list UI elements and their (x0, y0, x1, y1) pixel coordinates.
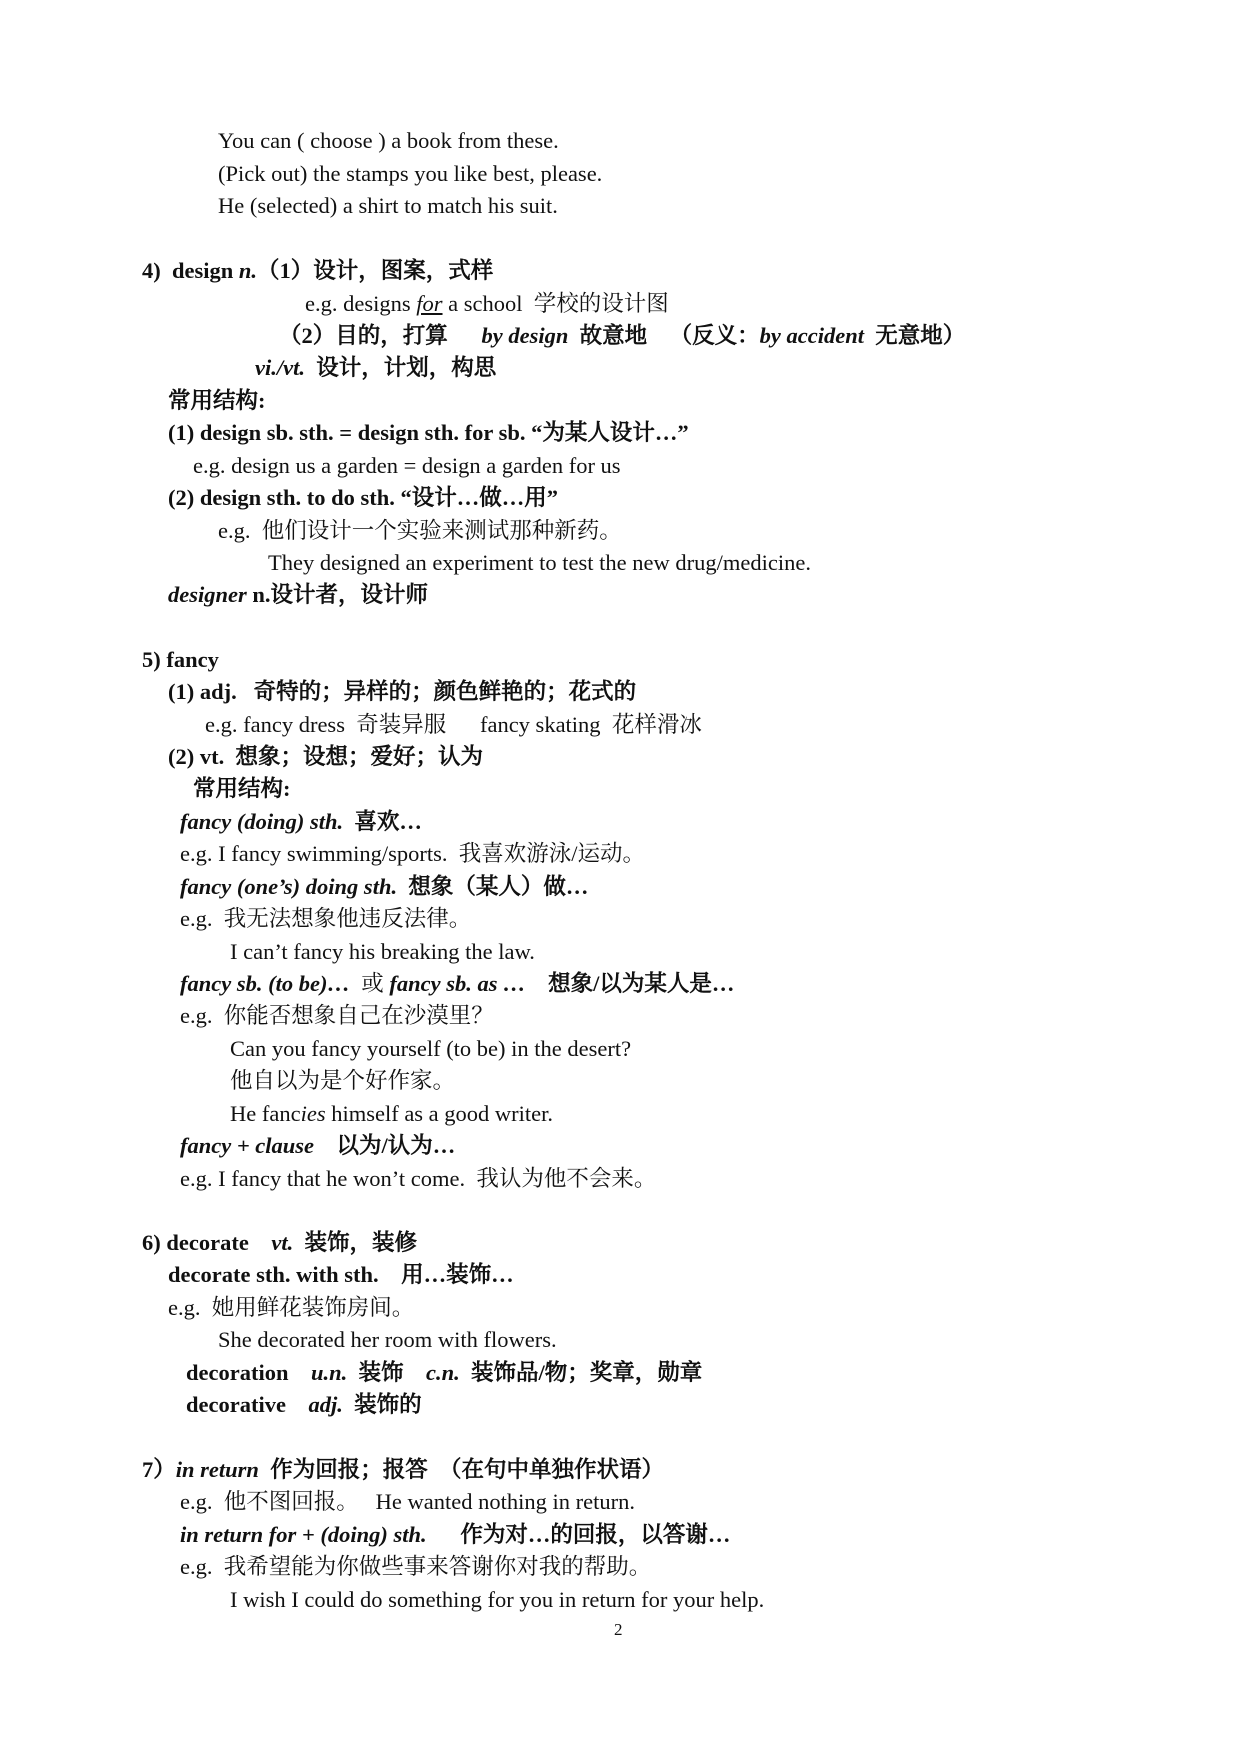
pattern: in return for + (doing) sth. (180, 1522, 427, 1547)
antonym-translation: 无意地） (875, 323, 966, 348)
part-of-speech: vi./vt. (255, 355, 305, 380)
example-text: e.g. I fancy that he won’t come. (180, 1166, 466, 1191)
part-of-speech: u.n. (310, 1360, 348, 1385)
structure-line (180, 872, 588, 902)
section-5-heading: 5) fancy (142, 647, 219, 672)
example-underlined: for (416, 291, 443, 316)
pattern: fancy (doing) sth. (180, 809, 344, 834)
definition-line (168, 677, 636, 707)
section-number: 7） (142, 1457, 176, 1482)
pattern-translation: 作为对…的回报，以答谢… (460, 1522, 731, 1547)
example-line: Can you fancy yourself (to be) in the desert? (230, 1036, 632, 1061)
headword: in return (175, 1457, 259, 1482)
example-translation: 我无法想象他违反法律。 (223, 906, 472, 931)
example-text: He wanted nothing in return. (375, 1489, 635, 1514)
common-structures-label: 常用结构: (193, 776, 291, 801)
antonym-phrase: by accident (759, 323, 865, 348)
part-of-speech: (1) adj. (168, 679, 237, 704)
example-label: e.g. (180, 906, 213, 931)
section-7-heading (142, 1455, 664, 1485)
pattern-translation: 喜欢… (354, 809, 422, 834)
example-text: himself as a good writer. (325, 1101, 554, 1126)
section-number: 4) (142, 258, 161, 283)
example-label: e.g. (180, 1489, 213, 1514)
example-line (180, 839, 645, 869)
structure-line (168, 1260, 514, 1290)
example-line: e.g. design us a garden = design a garden for us (193, 453, 621, 478)
structure-line: (1) design sb. sth. = design sth. for sb. “为某人设计…” (168, 420, 689, 445)
part-of-speech: vt. (271, 1230, 294, 1255)
example-line: She decorated her room with flowers. (218, 1327, 557, 1352)
pattern: fancy + clause (180, 1133, 315, 1158)
example-translation: 花样滑冰 (611, 712, 702, 737)
derivative-word: designer (168, 582, 247, 607)
pattern-or: 或 (361, 971, 384, 996)
example-translation: 我认为他不会来。 (476, 1166, 657, 1191)
derivative-line (186, 1390, 422, 1420)
headword: design (172, 258, 234, 283)
definition: （2）目的，打算 (279, 323, 448, 348)
part-of-speech: (2) vt. (168, 744, 225, 769)
definition: 奇特的；异样的；颜色鲜艳的；花式的 (253, 679, 637, 704)
headword: 6) decorate (142, 1230, 249, 1255)
section-4-heading (142, 256, 493, 286)
example-text: e.g. I fancy swimming/sports. (180, 841, 448, 866)
definition: 想象；设想；爱好；认为 (235, 744, 483, 769)
example-line: He (selected) a shirt to match his suit. (218, 193, 558, 218)
example-translation: 我希望能为你做些事来答谢你对我的帮助。 (223, 1554, 652, 1579)
structure-line (180, 1131, 455, 1161)
example-line (180, 1487, 635, 1517)
pattern: fancy sb. as … (389, 971, 526, 996)
definition: 装饰，装修 (304, 1230, 417, 1255)
phrase-translation: 故意地 (579, 323, 648, 348)
example-line (305, 289, 669, 319)
example-line: I wish I could do something for you in return for your help. (230, 1587, 765, 1612)
example-line: They designed an experiment to test the new drug/medicine. (268, 550, 811, 575)
example-line (180, 1164, 656, 1194)
common-structures-label: 常用结构: (168, 388, 266, 413)
definition: 装饰 (358, 1360, 404, 1385)
example-line (180, 1001, 494, 1031)
example-line (205, 710, 702, 740)
definition: 装饰的 (354, 1392, 422, 1417)
pattern-translation: 想象/以为某人是… (548, 971, 735, 996)
example-label: e.g. (180, 1554, 213, 1579)
derivative-word: decorative (186, 1392, 286, 1417)
structure-line: (2) design sth. to do sth. “设计…做…用” (168, 485, 559, 510)
example-translation: 他不图回报。 (223, 1489, 359, 1514)
usage-note: （在句中单独作状语） (438, 1457, 664, 1482)
definition-line (279, 321, 965, 351)
example-emphasis: ies (300, 1101, 326, 1126)
pattern-translation: 想象（某人）做… (408, 874, 589, 899)
part-of-speech: n. (238, 258, 258, 283)
example-line (180, 904, 471, 934)
pattern-translation: 用…装饰… (401, 1262, 514, 1287)
example-line (218, 516, 622, 546)
example-line (230, 1099, 553, 1129)
example-line: You can ( choose ) a book from these. (218, 128, 559, 153)
example-line (180, 1552, 651, 1582)
derivative-word: decoration (186, 1360, 289, 1385)
example-line: 他自以为是个好作家。 (230, 1068, 456, 1093)
example-translation: 他们设计一个实验来测试那种新药。 (261, 518, 622, 543)
example-text: a school (442, 291, 523, 316)
definition-line (255, 353, 496, 383)
example-line (168, 1293, 414, 1323)
page-number: 2 (614, 1620, 623, 1639)
example-label: e.g. (180, 1003, 213, 1028)
structure-line (180, 1520, 730, 1550)
definition: n.设计者，设计师 (252, 582, 429, 607)
definition: 设计，计划，构思 (316, 355, 497, 380)
example-translation: 奇装异服 (356, 712, 447, 737)
antonym-label: （反义： (669, 323, 760, 348)
definition: （1）设计，图案，式样 (257, 258, 494, 283)
derivative-line (168, 580, 428, 610)
definition: 装饰品/物；奖章，勋章 (471, 1360, 703, 1385)
derivative-line (186, 1358, 702, 1388)
phrase: by design (481, 323, 569, 348)
structure-line (180, 807, 422, 837)
example-text: e.g. fancy dress (205, 712, 345, 737)
part-of-speech: adj. (308, 1392, 343, 1417)
pattern: decorate sth. with sth. (168, 1262, 379, 1287)
part-of-speech: c.n. (426, 1360, 460, 1385)
example-line: I can’t fancy his breaking the law. (230, 939, 535, 964)
structure-line (180, 969, 734, 999)
example-translation: 学校的设计图 (533, 291, 669, 316)
example-text: fancy skating (479, 712, 601, 737)
definition: 作为回报；报答 (270, 1457, 428, 1482)
pattern: fancy (one’s) doing sth. (180, 874, 398, 899)
example-text: He fanc (230, 1101, 301, 1126)
example-label: e.g. (218, 518, 251, 543)
example-text: e.g. designs (305, 291, 417, 316)
definition-line (168, 742, 483, 772)
example-translation: 她用鲜花装饰房间。 (211, 1295, 415, 1320)
pattern-translation: 以为/认为… (336, 1133, 456, 1158)
example-translation: 你能否想象自己在沙漠里？ (223, 1003, 494, 1028)
section-6-heading (142, 1228, 417, 1258)
pattern: fancy sb. (to be)… (180, 971, 350, 996)
example-translation: 我喜欢游泳/运动。 (458, 841, 645, 866)
example-line: (Pick out) the stamps you like best, please. (218, 161, 603, 186)
example-label: e.g. (168, 1295, 201, 1320)
